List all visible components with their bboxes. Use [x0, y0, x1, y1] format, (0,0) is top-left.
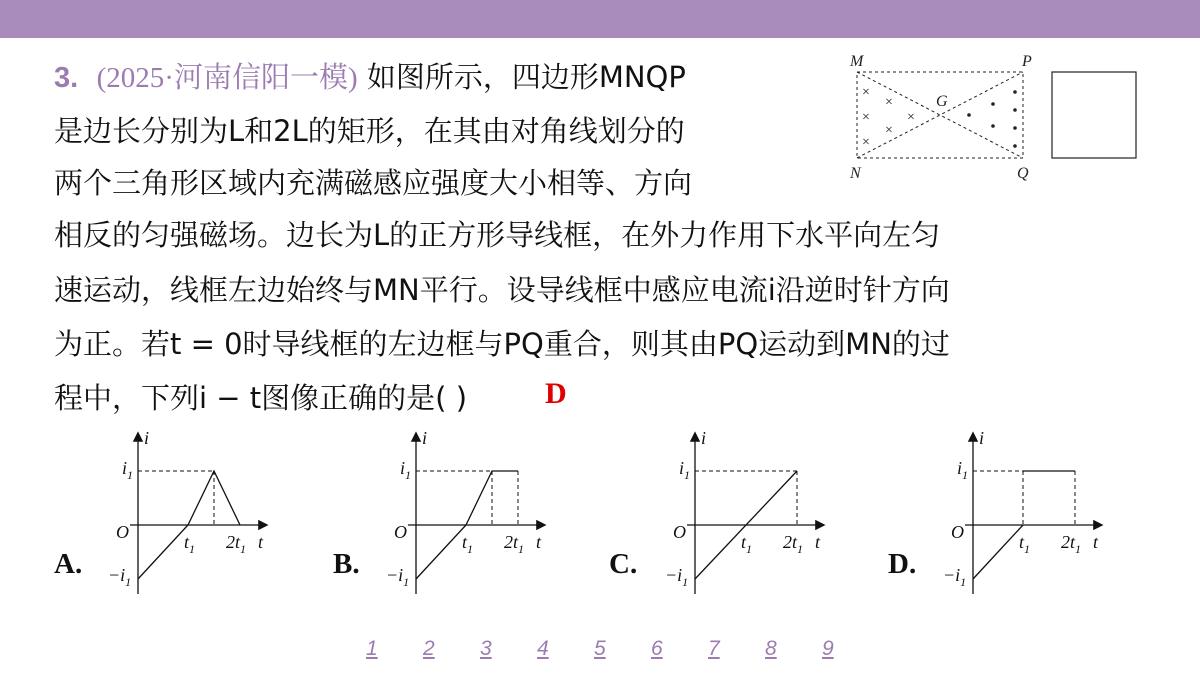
nav-link-1[interactable]: 1 — [366, 637, 378, 660]
question-line-5: 速运动，线框左边始终与MN平行。设导线框中感应电流i沿逆时针方向 — [54, 273, 950, 307]
question-number: 3. — [54, 62, 79, 94]
graph-b-t-label: t — [536, 532, 542, 552]
nav-link-2[interactable]: 2 — [423, 637, 435, 660]
question-line-1: 3. (2025·河南信阳一模) 如图所示，四边形MNQP — [54, 60, 686, 94]
svg-text:×: × — [862, 85, 870, 100]
nav-link-5[interactable]: 5 — [594, 637, 606, 660]
question-line-6: 为正。若t = 0时导线框的左边框与PQ重合，则其由PQ运动到MN的过 — [54, 327, 950, 361]
label-P: P — [1022, 53, 1032, 70]
svg-text:2t1: $2t_1$ — [1061, 532, 1082, 556]
svg-text:×: × — [907, 110, 915, 125]
graph-b-origin: O — [394, 522, 407, 542]
label-G: G — [936, 93, 948, 110]
svg-text:t1: $t_1$ — [462, 532, 474, 556]
svg-text:t1: $t_1$ — [741, 532, 753, 556]
svg-text:t1: $t_1$ — [1019, 532, 1031, 556]
question-source: (2025·河南信阳一模) — [96, 62, 358, 94]
option-b-letter[interactable]: B. — [333, 548, 360, 580]
square-frame — [1052, 72, 1136, 158]
svg-text:×: × — [885, 95, 893, 110]
answer-text: D — [545, 377, 567, 410]
question-line-7: 程中，下列i − t图像正确的是( ) — [54, 381, 468, 415]
svg-text:−i1: $-i_1$ — [943, 565, 967, 589]
option-d-letter[interactable]: D. — [888, 548, 917, 580]
nav-link-6[interactable]: 6 — [651, 637, 663, 660]
page-nav — [366, 637, 879, 661]
field-figure — [845, 48, 1145, 188]
label-Q: Q — [1017, 165, 1029, 182]
svg-text:i1: $i_1$ — [122, 458, 134, 482]
graph-b — [378, 428, 558, 598]
svg-text:2t1: $2t_1$ — [783, 532, 804, 556]
nav-link-9[interactable]: 9 — [822, 637, 834, 660]
top-bar — [0, 0, 1200, 38]
nav-link-4[interactable]: 4 — [537, 637, 549, 660]
svg-text:×: × — [862, 135, 870, 150]
question-line-3: 两个三角形区域内充满磁感应强度大小相等、方向 — [54, 166, 693, 200]
graph-a-i-label: i — [144, 428, 150, 448]
graph-c-i-label: i — [701, 428, 707, 448]
graph-c-origin: O — [673, 522, 686, 542]
question-line-2: 是边长分别为L和2L的矩形，在其由对角线划分的 — [54, 114, 685, 148]
svg-text:i1: $i_1$ — [957, 458, 969, 482]
graph-c-t-label: t — [815, 532, 821, 552]
svg-text:2t1: $2t_1$ — [504, 532, 525, 556]
svg-text:×: × — [885, 123, 893, 138]
graph-a-origin: O — [116, 522, 129, 542]
svg-text:−i1: $-i_1$ — [665, 565, 689, 589]
svg-text:i1: $i_1$ — [679, 458, 691, 482]
svg-text:×: × — [862, 110, 870, 125]
nav-link-7[interactable]: 7 — [708, 637, 720, 660]
graph-a — [100, 428, 280, 598]
svg-text:t1: $t_1$ — [184, 532, 196, 556]
graph-d — [935, 428, 1115, 598]
svg-text:i1: $i_1$ — [400, 458, 412, 482]
label-M: M — [850, 53, 864, 70]
graph-d-ramp — [973, 525, 1023, 579]
dot-marks — [967, 90, 1017, 148]
graph-d-t-label: t — [1093, 532, 1099, 552]
nav-link-8[interactable]: 8 — [765, 637, 777, 660]
cross-marks — [862, 85, 915, 150]
graph-b-i-label: i — [422, 428, 428, 448]
graph-c — [657, 428, 837, 598]
svg-text:2t1: $2t_1$ — [226, 532, 247, 556]
svg-text:−i1: $-i_1$ — [386, 565, 410, 589]
option-a-letter[interactable]: A. — [54, 548, 83, 580]
graph-d-i-label: i — [979, 428, 985, 448]
graph-d-origin: O — [951, 522, 964, 542]
svg-text:−i1: $-i_1$ — [108, 565, 132, 589]
label-N: N — [850, 165, 861, 182]
graph-a-t-label: t — [258, 532, 264, 552]
option-c-letter[interactable]: C. — [609, 548, 638, 580]
nav-link-3[interactable]: 3 — [480, 637, 492, 660]
question-line-4: 相反的匀强磁场。边长为L的正方形导线框，在外力作用下水平向左匀 — [54, 218, 941, 252]
